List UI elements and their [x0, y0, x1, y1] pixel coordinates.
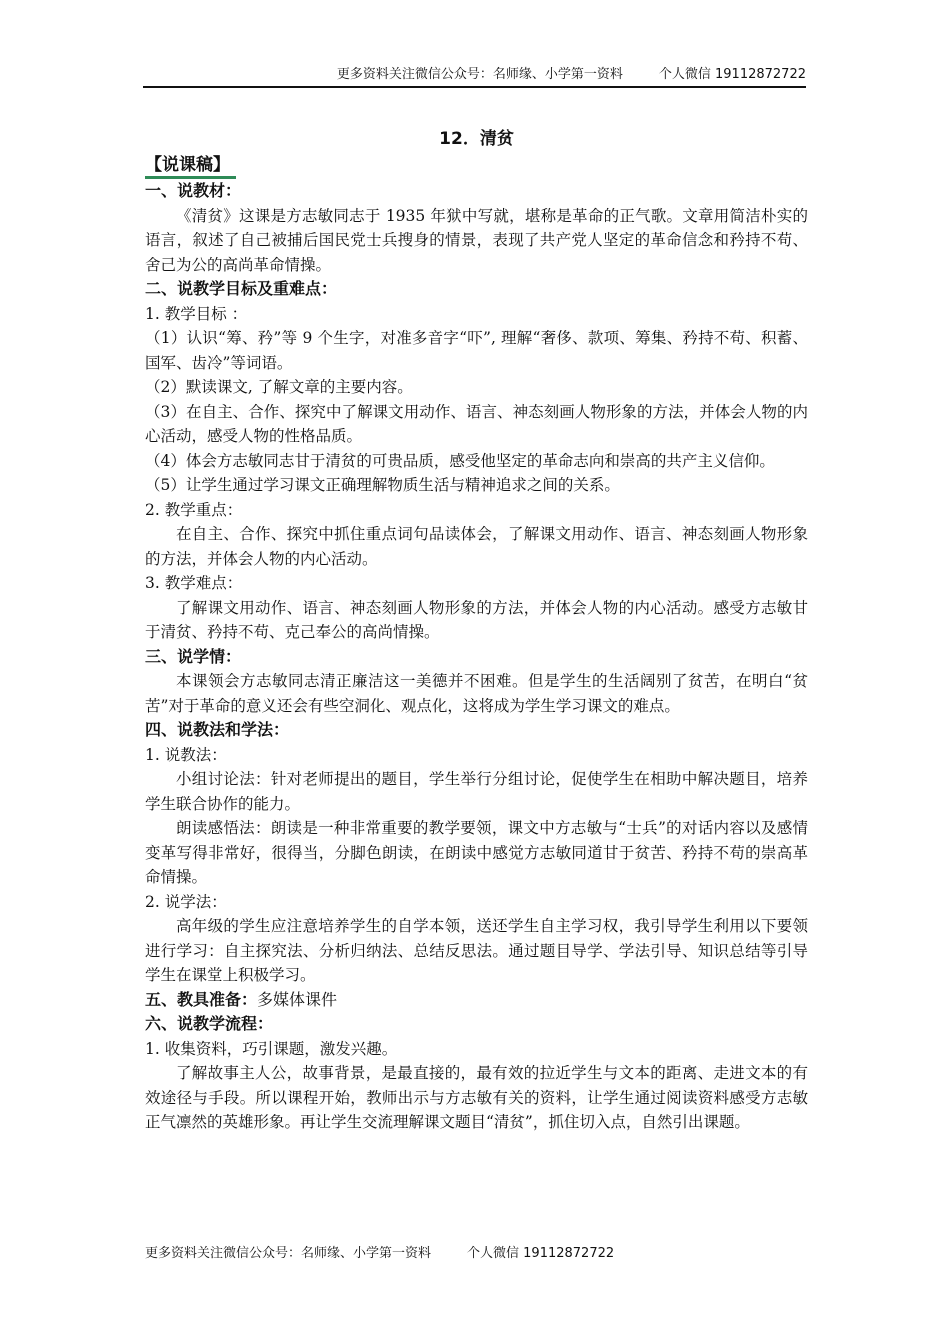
section-heading-4: 四、说教法和学法： — [145, 720, 290, 739]
sub-heading: 1. 教学目标 ： — [145, 304, 248, 323]
paragraph: 高年级的学生应注意培养学生的自学本领，送还学生自主学习权，我引导学生利用以下要领进行学习：自主探究法、分析归纳法、总结反思法。通过题目导学、学法引导、知识总结等引导学生在课堂上积极学习。 — [145, 917, 808, 984]
page-header — [143, 64, 806, 88]
sub-heading: 1. 说教法： — [145, 745, 227, 764]
goal-item: （1）认识“筹、矜”等 9 个生字，对准多音字“吓”, 理解“奢侈、款项、筹集、矜持不苟、积蓄、国军、齿冷”等词语。 — [145, 329, 808, 372]
teaching-aids: 多媒体课件 — [257, 989, 338, 1009]
paragraph: 《清贫》这课是方志敏同志于 1935 年狱中写就，堪称是革命的正气歌。文章用简洁朴实的语言，叙述了自己被捕后国民党士兵搜身的情景，表现了共产党人坚定的革命信念和矜持不苟、舍己为公的高尚革命情操。 — [145, 206, 808, 274]
section-heading-2: 二、说教学目标及重难点： — [145, 279, 338, 298]
goal-item: （5）让学生通过学习课文正确理解物质生活与精神追求之间的关系。 — [145, 476, 620, 494]
section-tag: 【说课稿】 — [145, 154, 236, 179]
paragraph: 了解故事主人公，故事背景，是最直接的，最有效的拉近学生与文本的距离、走进文本的有效途径与手段。所以课程开始，教师出示与方志敏有关的资料，让学生通过阅读资料感受方志敏正气凛然的英雄形象。再让学生交流理解课文题目“清贫”，抓住切入点，自然引出课题。 — [145, 1064, 808, 1131]
document-body — [145, 126, 808, 1135]
sub-heading: 1. 收集资料，巧引课题，激发兴趣。 — [145, 1039, 398, 1058]
section-heading-6: 六、说教学流程： — [145, 1014, 274, 1033]
sub-heading: 2. 说学法： — [145, 892, 227, 911]
section-heading-1: 一、说教材： — [145, 181, 242, 200]
section-heading-5-label: 五、教具准备： — [145, 989, 258, 1009]
header-source: 更多资料关注微信公众号：名师缘、小学第一资料 — [336, 67, 623, 82]
section-heading-3: 三、说学情： — [145, 646, 242, 666]
page-title: 12．清贫 — [439, 129, 514, 149]
sub-heading: 2. 教学重点： — [145, 500, 243, 519]
paragraph: 朗读感悟法：朗读是一种非常重要的教学要领，课文中方志敏与“士兵”的对话内容以及感情变革写得非常好，很得当，分脚色朗读，在朗读中感觉方志敏同道甘于贫苦、矜持不苟的崇高革命情操。 — [145, 819, 808, 886]
footer-wechat: 个人微信 19112872722 — [467, 1246, 615, 1261]
section-heading-5 — [145, 988, 808, 1013]
header-wechat: 个人微信 19112872722 — [658, 67, 806, 82]
goal-item: （4）体会方志敏同志甘于清贫的可贵品质，感受他坚定的革命志向和崇高的共产主义信仰。 — [145, 451, 775, 470]
paragraph: 小组讨论法：针对老师提出的题目，学生举行分组讨论，促使学生在相助中解决题目，培养学生联合协作的能力。 — [145, 770, 808, 813]
goal-item: （2）默读课文, 了解文章的主要内容。 — [145, 378, 413, 396]
page-footer — [145, 1244, 614, 1264]
goal-item: （3）在自主、合作、探究中了解课文用动作、语言、神态刻画人物形象的方法，并体会人物的内心活动，感受人物的性格品质。 — [145, 402, 808, 445]
sub-heading: 3. 教学难点： — [145, 574, 243, 592]
paragraph: 本课领会方志敏同志清正廉洁这一美德并不困难。但是学生的生活阔别了贫苦，在明白“贫苦”对于革命的意义还会有些空洞化、观点化，这将成为学生学习课文的难点。 — [145, 672, 808, 715]
footer-source: 更多资料关注微信公众号：名师缘、小学第一资料 — [145, 1246, 432, 1261]
paragraph: 了解课文用动作、语言、神态刻画人物形象的方法，并体会人物的内心活动。感受方志敏甘于清贫、矜持不苟、克己奉公的高尚情操。 — [145, 598, 808, 641]
paragraph: 在自主、合作、探究中抓住重点词句品读体会，了解课文用动作、语言、神态刻画人物形象的方法，并体会人物的内心活动。 — [145, 525, 808, 568]
